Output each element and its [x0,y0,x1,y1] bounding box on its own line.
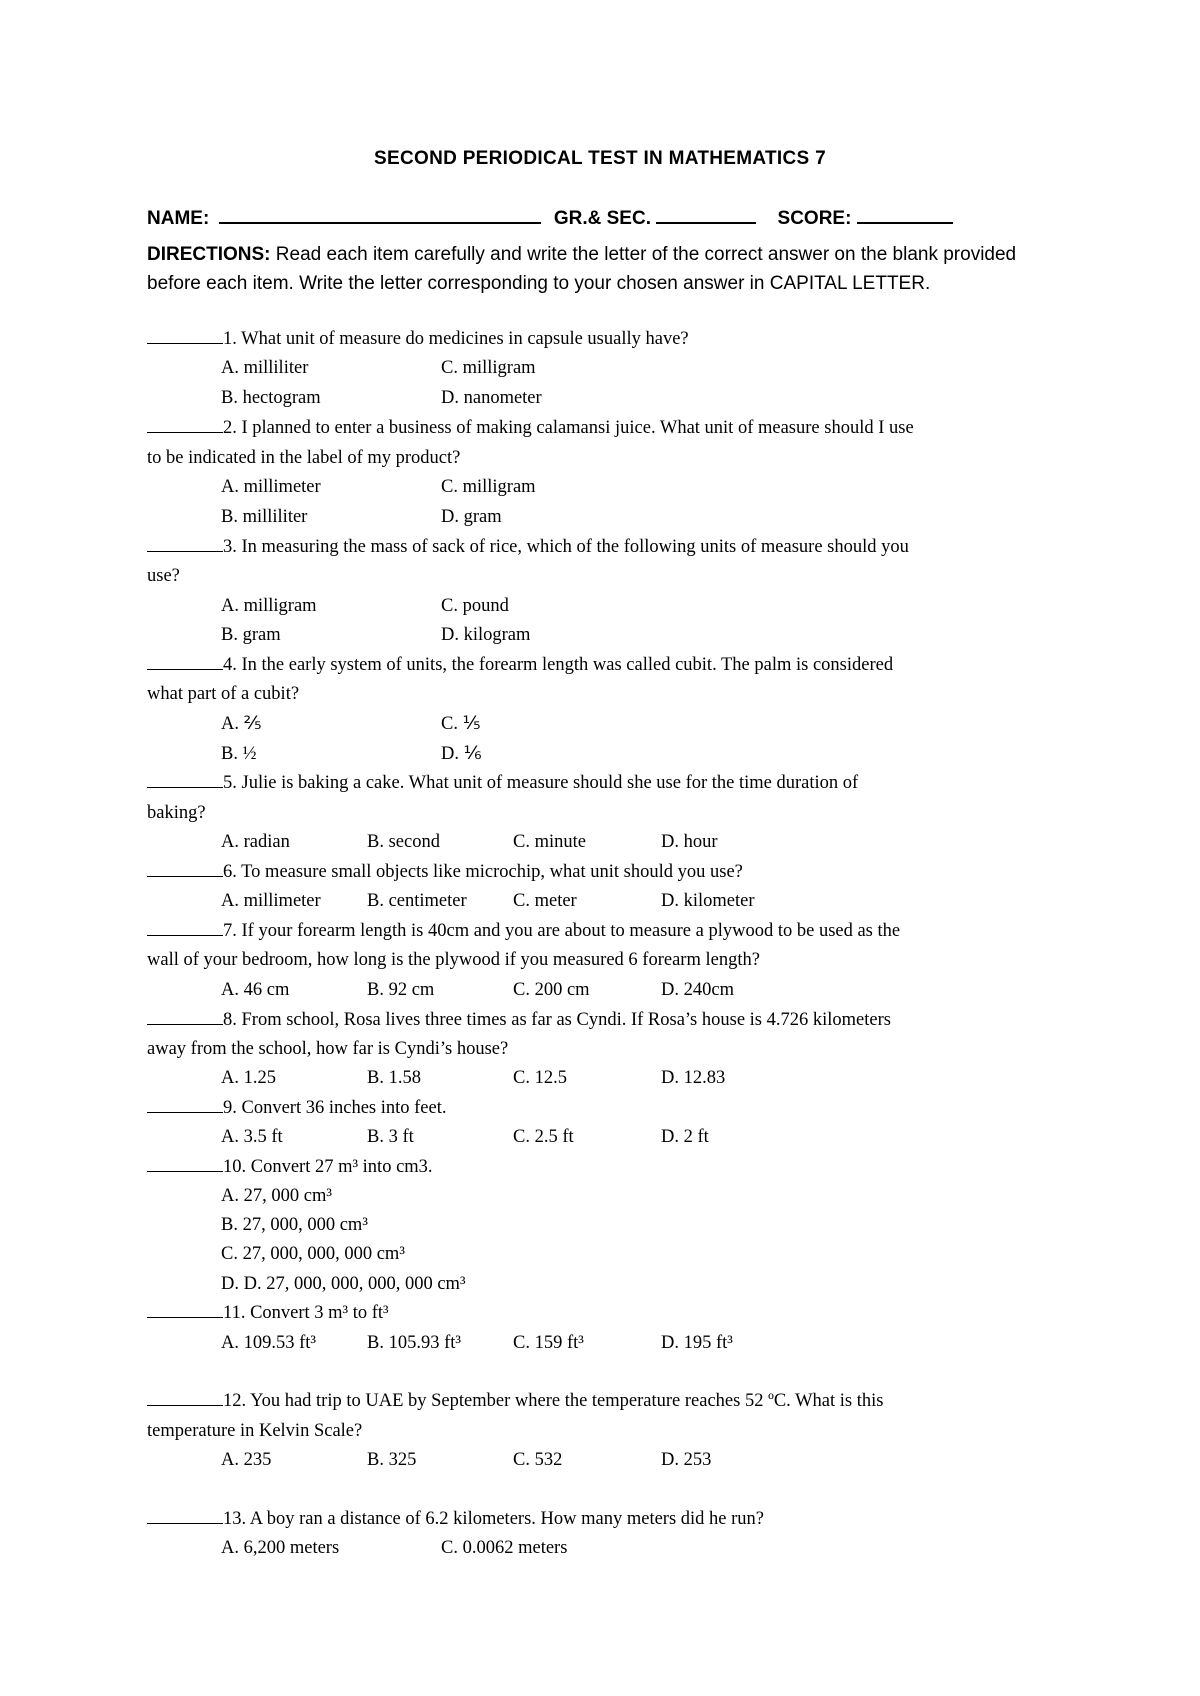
question-5 [147,771,1077,795]
option: A. 3.5 ft [221,1127,283,1147]
option: A. millimeter [221,477,321,497]
question-3 [147,535,1077,559]
option: D. hour [661,832,718,852]
option: A. 109.53 ft³ [221,1333,316,1353]
answer-blank[interactable] [147,417,223,433]
option: D. gram [441,507,502,527]
question-2 [147,416,1077,440]
question-11 [147,1301,1077,1325]
option: B. milliliter [221,507,308,527]
question-text: 11. Convert 3 m³ to ft³ [223,1303,389,1323]
question-text-continued: to be indicated in the label of my product? [147,448,461,468]
option: D. ⅙ [441,744,482,764]
question-text: 7. If your forearm length is 40cm and you are about to measure a plywood to be used as the [223,921,901,941]
question-8 [147,1008,1077,1032]
option: B. 1.58 [367,1068,421,1088]
option: C. 27, 000, 000, 000 cm³ [221,1244,405,1264]
question-10 [147,1155,1077,1179]
answer-blank[interactable] [147,654,223,670]
option: D. 253 [661,1450,712,1470]
option: C. 200 cm [513,980,590,1000]
directions-label: DIRECTIONS: [147,244,271,265]
option: C. 2.5 ft [513,1127,574,1147]
answer-blank[interactable] [147,1302,223,1318]
option: C. meter [513,891,577,911]
answer-blank[interactable] [147,920,223,936]
grade-section-label: GR.& SEC. [553,208,651,229]
question-text-continued: baking? [147,803,206,823]
option: D. 2 ft [661,1127,709,1147]
option: A. 27, 000 cm³ [221,1186,332,1206]
name-label: NAME: [147,208,210,229]
question-text-continued: away from the school, how far is Cyndi’s house? [147,1039,509,1059]
option: C. 159 ft³ [513,1333,584,1353]
option: C. milligram [441,477,536,497]
answer-blank[interactable] [147,1009,223,1025]
option: B. 92 cm [367,980,435,1000]
option: C. 0.0062 meters [441,1538,568,1558]
option: C. minute [513,832,586,852]
answer-blank[interactable] [147,328,223,344]
answer-blank[interactable] [147,1390,223,1406]
option: B. ½ [221,744,257,764]
option: D. kilometer [661,891,755,911]
question-text: 9. Convert 36 inches into feet. [223,1098,447,1118]
question-1 [147,327,1077,351]
option: C. milligram [441,358,536,378]
answer-blank[interactable] [147,1156,223,1172]
question-text: 1. What unit of measure do medicines in capsule usually have? [223,329,689,349]
option: B. hectogram [221,388,321,408]
option: A. 6,200 meters [221,1538,340,1558]
option: B. gram [221,625,281,645]
grade-section-field[interactable] [656,206,756,224]
option: A. milligram [221,596,317,616]
score-field[interactable] [857,206,953,224]
option: D. 240cm [661,980,734,1000]
option: A. 235 [221,1450,272,1470]
option: D. D. 27, 000, 000, 000, 000 cm³ [221,1274,466,1294]
question-text: 6. To measure small objects like microchip, what unit should you use? [223,862,743,882]
answer-blank[interactable] [147,772,223,788]
option: B. 325 [367,1450,417,1470]
option: C. ⅕ [441,714,481,734]
answer-blank[interactable] [147,1097,223,1113]
question-text: 2. I planned to enter a business of making calamansi juice. What unit of measure should I use [223,418,914,438]
option: B. second [367,832,440,852]
option: D. 12.83 [661,1068,726,1088]
page-title: SECOND PERIODICAL TEST IN MATHEMATICS 7 [374,148,826,169]
option: B. 3 ft [367,1127,414,1147]
option: A. millimeter [221,891,321,911]
question-13 [147,1507,1077,1531]
answer-blank[interactable] [147,1508,223,1524]
question-text: 8. From school, Rosa lives three times as far as Cyndi. If Rosa’s house is 4.726 kilometers [223,1010,891,1030]
option: A. 46 cm [221,980,290,1000]
question-text-continued: use? [147,566,180,586]
option: D. nanometer [441,388,542,408]
option: B. centimeter [367,891,467,911]
answer-blank[interactable] [147,861,223,877]
question-text-continued: wall of your bedroom, how long is the plywood if you measured 6 forearm length? [147,950,760,970]
question-7 [147,919,1077,943]
option: A. radian [221,832,290,852]
option: A. 1.25 [221,1068,276,1088]
question-text: 4. In the early system of units, the forearm length was called cubit. The palm is considered [223,655,894,675]
option: B. 105.93 ft³ [367,1333,461,1353]
name-field[interactable] [219,206,541,224]
question-text: 13. A boy ran a distance of 6.2 kilometers. How many meters did he run? [223,1509,764,1529]
option: A. milliliter [221,358,309,378]
question-12 [147,1389,1077,1413]
option: C. 12.5 [513,1068,567,1088]
question-text: 3. In measuring the mass of sack of rice, which of the following units of measure should you [223,537,909,557]
question-9 [147,1096,1077,1120]
question-text-continued: temperature in Kelvin Scale? [147,1421,363,1441]
answer-blank[interactable] [147,536,223,552]
directions [147,240,1047,298]
question-4 [147,653,1077,677]
option: C. pound [441,596,509,616]
option: B. 27, 000, 000 cm³ [221,1215,368,1235]
question-text: 10. Convert 27 m³ into cm3. [223,1157,433,1177]
question-text-continued: what part of a cubit? [147,684,300,704]
question-text: 12. You had trip to UAE by September where the temperature reaches 52 ºC. What is this [223,1391,884,1411]
score-label: SCORE: [777,208,852,229]
question-text: 5. Julie is baking a cake. What unit of measure should she use for the time duration of [223,773,859,793]
question-6 [147,860,1077,884]
option: D. 195 ft³ [661,1333,733,1353]
option: A. ⅖ [221,714,262,734]
student-info-header [147,206,1087,230]
option: D. kilogram [441,625,531,645]
option: C. 532 [513,1450,563,1470]
directions-text: Read each item carefully and write the letter of the correct answer on the blank provided before each item. Write the letter corresponding to your chosen answer in CAPITAL LETTER. [147,244,1017,294]
